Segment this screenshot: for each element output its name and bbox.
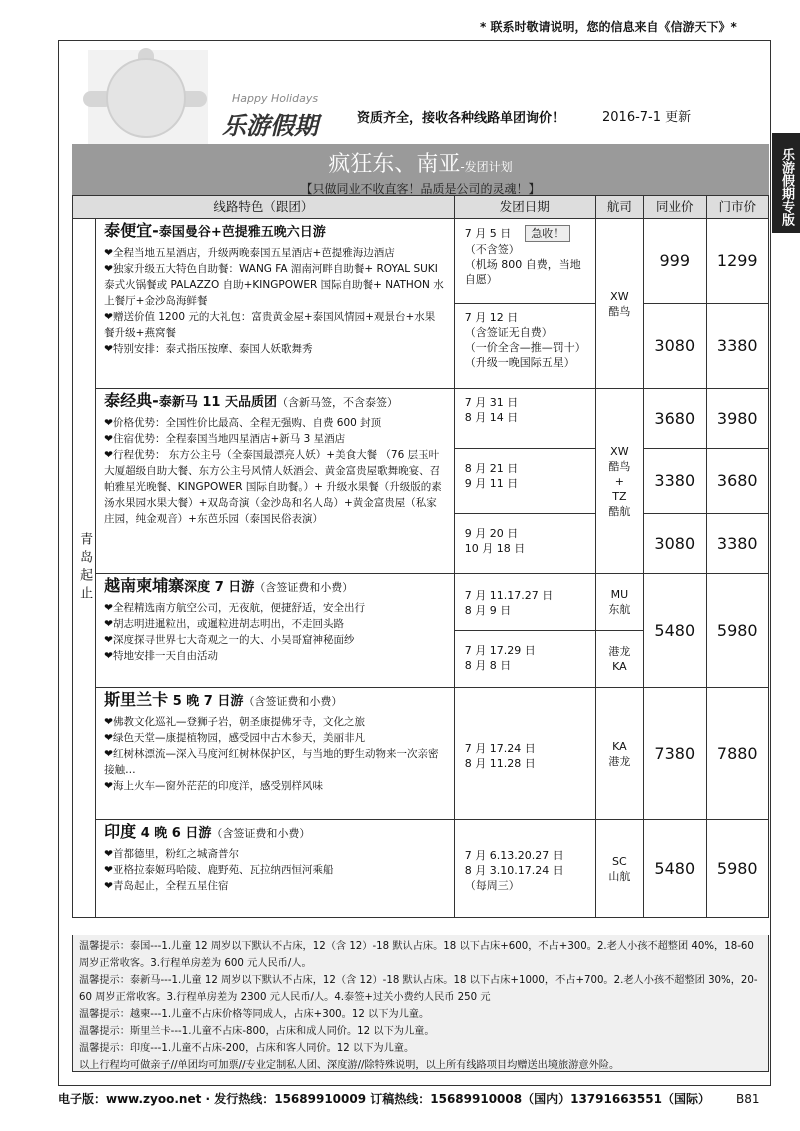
- retail-price: 5980: [706, 820, 769, 918]
- header-retail-price: 门市价: [706, 196, 769, 219]
- sun-logo-icon: [88, 50, 208, 146]
- brand-logo-text: 乐游假期: [222, 111, 318, 140]
- peer-price: 5480: [644, 820, 706, 918]
- header-peer-price: 同业价: [644, 196, 706, 219]
- tour-desc: 越南柬埔寨深度 7 日游（含签证费和小费） ❤全程精选南方航空公司，无夜航，便捷舒适，安全出行 ❤胡志明进暹粒出，或暹粒进胡志明出，不走回头路 ❤深度探寻世界七大奇观之一的大、小吴哥窟神秘面纱 ❤特地安排一天自由活动: [96, 574, 455, 688]
- tour-date: 7 月 11.17.27 日 8 月 9 日: [454, 574, 595, 631]
- airline: MU 东航: [595, 574, 643, 631]
- table-row: [73, 219, 769, 304]
- departure-city: 青岛起止: [73, 219, 96, 918]
- note-line: 以上行程均可做亲子//单团均可加票//专业定制私人团、深度游//除特殊说明，以上所有线路项目均赠送出境旅游意外险。: [79, 1060, 620, 1071]
- tour-date: 9 月 20 日 10 月 18 日: [454, 514, 595, 574]
- header-route: 线路特色（跟团）: [73, 196, 455, 219]
- tour-desc: 泰便宜-泰国曼谷+芭提雅五晚六日游 ❤全程当地五星酒店，升级两晚泰国五星酒店+芭提雅海边酒店 ❤独家升级五大特色自助餐：WANG FA 湄南河畔自助餐+ ROYAL SUKI 泰式火锅餐或 PALAZZO 自助+KINGPOWER 国际自助餐+ NATHON 水上餐厅+金沙岛海鲜餐 ❤赠送价值 1200 元的大礼包：富贵黄金屋+泰国风情园+观景台+水果餐升级+燕窝餐 ❤特别安排：泰式指压按摩、泰国人妖歌舞秀: [96, 219, 455, 389]
- peer-price: 3080: [644, 304, 706, 389]
- retail-price: 3980: [706, 389, 769, 449]
- banner-subtitle: 【只做同业不收直客！品质是公司的灵魂！】: [300, 182, 541, 196]
- airline: 港龙 KA: [595, 631, 643, 688]
- note-line: 温馨提示：越柬---1.儿童不占床价格等同成人，占床+300。12 以下为儿童。: [79, 1009, 430, 1020]
- table-row: [73, 820, 769, 918]
- tour-date: 7 月 6.13.20.27 日 8 月 3.10.17.24 日 （每周三）: [454, 820, 595, 918]
- peer-price: 5480: [644, 574, 706, 688]
- tour-date: 7 月 31 日 8 月 14 日: [454, 389, 595, 449]
- brand-english: Happy Holidays: [232, 92, 319, 105]
- table-row: [73, 389, 769, 449]
- update-date: 2016-7-1 更新: [602, 110, 692, 125]
- retail-price: 1299: [706, 219, 769, 304]
- slogan: 资质齐全，接收各种线路单团询价！: [357, 111, 566, 126]
- tour-date: 7 月 5 日 急收！ （不含签） （机场 800 自费，当地自愿）: [454, 219, 595, 304]
- retail-price: 5980: [706, 574, 769, 688]
- peer-price: 7380: [644, 688, 706, 820]
- airline: KA 港龙: [595, 688, 643, 820]
- footer: 电子版：www.zyoo.net · 发行热线：15689910009 订稿热线：15689910008（国内）13791663551（国际）: [58, 1092, 710, 1106]
- top-note: * 联系时敬请说明，您的信息来自《信游天下》*: [480, 20, 737, 34]
- table-row: [73, 574, 769, 631]
- tour-date: 8 月 21 日 9 月 11 日: [454, 449, 595, 514]
- tour-date: 7 月 17.29 日 8 月 8 日: [454, 631, 595, 688]
- tour-desc: 斯里兰卡 5 晚 7 日游（含签证费和小费） ❤佛教文化巡礼—登狮子岩，朝圣康提佛牙寺，文化之旅 ❤绿色天堂—康提植物园，感受园中古木参天，美丽非凡 ❤红树林漂流—深入马度河红树林保护区，与当地的野生动物来一次亲密接触… ❤海上火车—窗外茫茫的印度洋，感受别样风味: [96, 688, 455, 820]
- peer-price: 3380: [644, 449, 706, 514]
- header-airline: 航司: [595, 196, 643, 219]
- peer-price: 3080: [644, 514, 706, 574]
- airline: SC 山航: [595, 820, 643, 918]
- peer-price: 3680: [644, 389, 706, 449]
- airline: XW 酷鸟: [595, 219, 643, 389]
- tour-table: [72, 195, 769, 918]
- notes-box: [72, 935, 769, 1072]
- tour-date: 7 月 17.24 日 8 月 11.28 日: [454, 688, 595, 820]
- urgent-badge: 急收！: [525, 225, 570, 242]
- table-header: [73, 196, 769, 219]
- note-line: 温馨提示：印度---1.儿童不占床-200，占床和客人同价。12 以下为儿童。: [79, 1043, 415, 1054]
- note-line: 温馨提示：泰国---1.儿童 12 周岁以下默认不占床，12（含 12）-18 默认占床。18 以下占床+600，不占+300。2.老人小孩不超整团 40%，18-60 周岁正常收客。3.行程单房差为 600 元人民币/人。: [79, 941, 754, 969]
- retail-price: 3680: [706, 449, 769, 514]
- note-line: 温馨提示：斯里兰卡---1.儿童不占床-800，占床和成人同价。12 以下为儿童。: [79, 1026, 435, 1037]
- banner: [72, 144, 769, 195]
- page-number: B81: [736, 1092, 760, 1106]
- banner-title: 疯狂东、南亚-发团计划: [328, 152, 513, 177]
- airline: XW 酷鸟 + TZ 酷航: [595, 389, 643, 574]
- retail-price: 7880: [706, 688, 769, 820]
- tour-desc: 泰经典-泰新马 11 天品质团（含新马签，不含泰签） ❤价格优势：全国性价比最高、全程无强购、自费 600 封顶 ❤住宿优势：全程泰国当地四星酒店+新马 3 星酒店 ❤行程优势： 东方公主号（全泰国最漂亮人妖）+美食大餐 （76 层玉叶大厦超级自助大餐、东方公主号风情人妖酒会、黄金富贵屋歌舞晚宴、召帕雅星光晚餐、KINGPOWER 国际自助餐。）+ 升级水果餐（升级版的素汤水果园水果大餐）+双岛奇演（金沙岛和名人岛）+黄金富贵屋（私家庄园，纯金观音）+东芭乐园（泰国民俗表演）: [96, 389, 455, 574]
- peer-price: 999: [644, 219, 706, 304]
- tour-date: 7 月 12 日 （含签证无自费） （一价全含—推—罚十） （升级一晚国际五星）: [454, 304, 595, 389]
- tour-desc: 印度 4 晚 6 日游（含签证费和小费） ❤首都德里，粉红之城斋普尔 ❤亚格拉泰姬玛哈陵、鹿野苑、瓦拉纳西恒河乘船 ❤青岛起止，全程五星住宿: [96, 820, 455, 918]
- table-row: [73, 688, 769, 820]
- retail-price: 3380: [706, 304, 769, 389]
- header-date: 发团日期: [454, 196, 595, 219]
- note-line: 温馨提示：泰新马---1.儿童 12 周岁以下默认不占床，12（含 12）-18 默认占床。18 以下占床+1000，不占+700。2.老人小孩不超整团 30%，20-60 周岁正常收客。3.行程单房差为 2300 元人民币/人。4.泰签+过关小费约人民币 250 元: [79, 975, 758, 1003]
- retail-price: 3380: [706, 514, 769, 574]
- side-tag: 乐游假期专版: [772, 133, 800, 233]
